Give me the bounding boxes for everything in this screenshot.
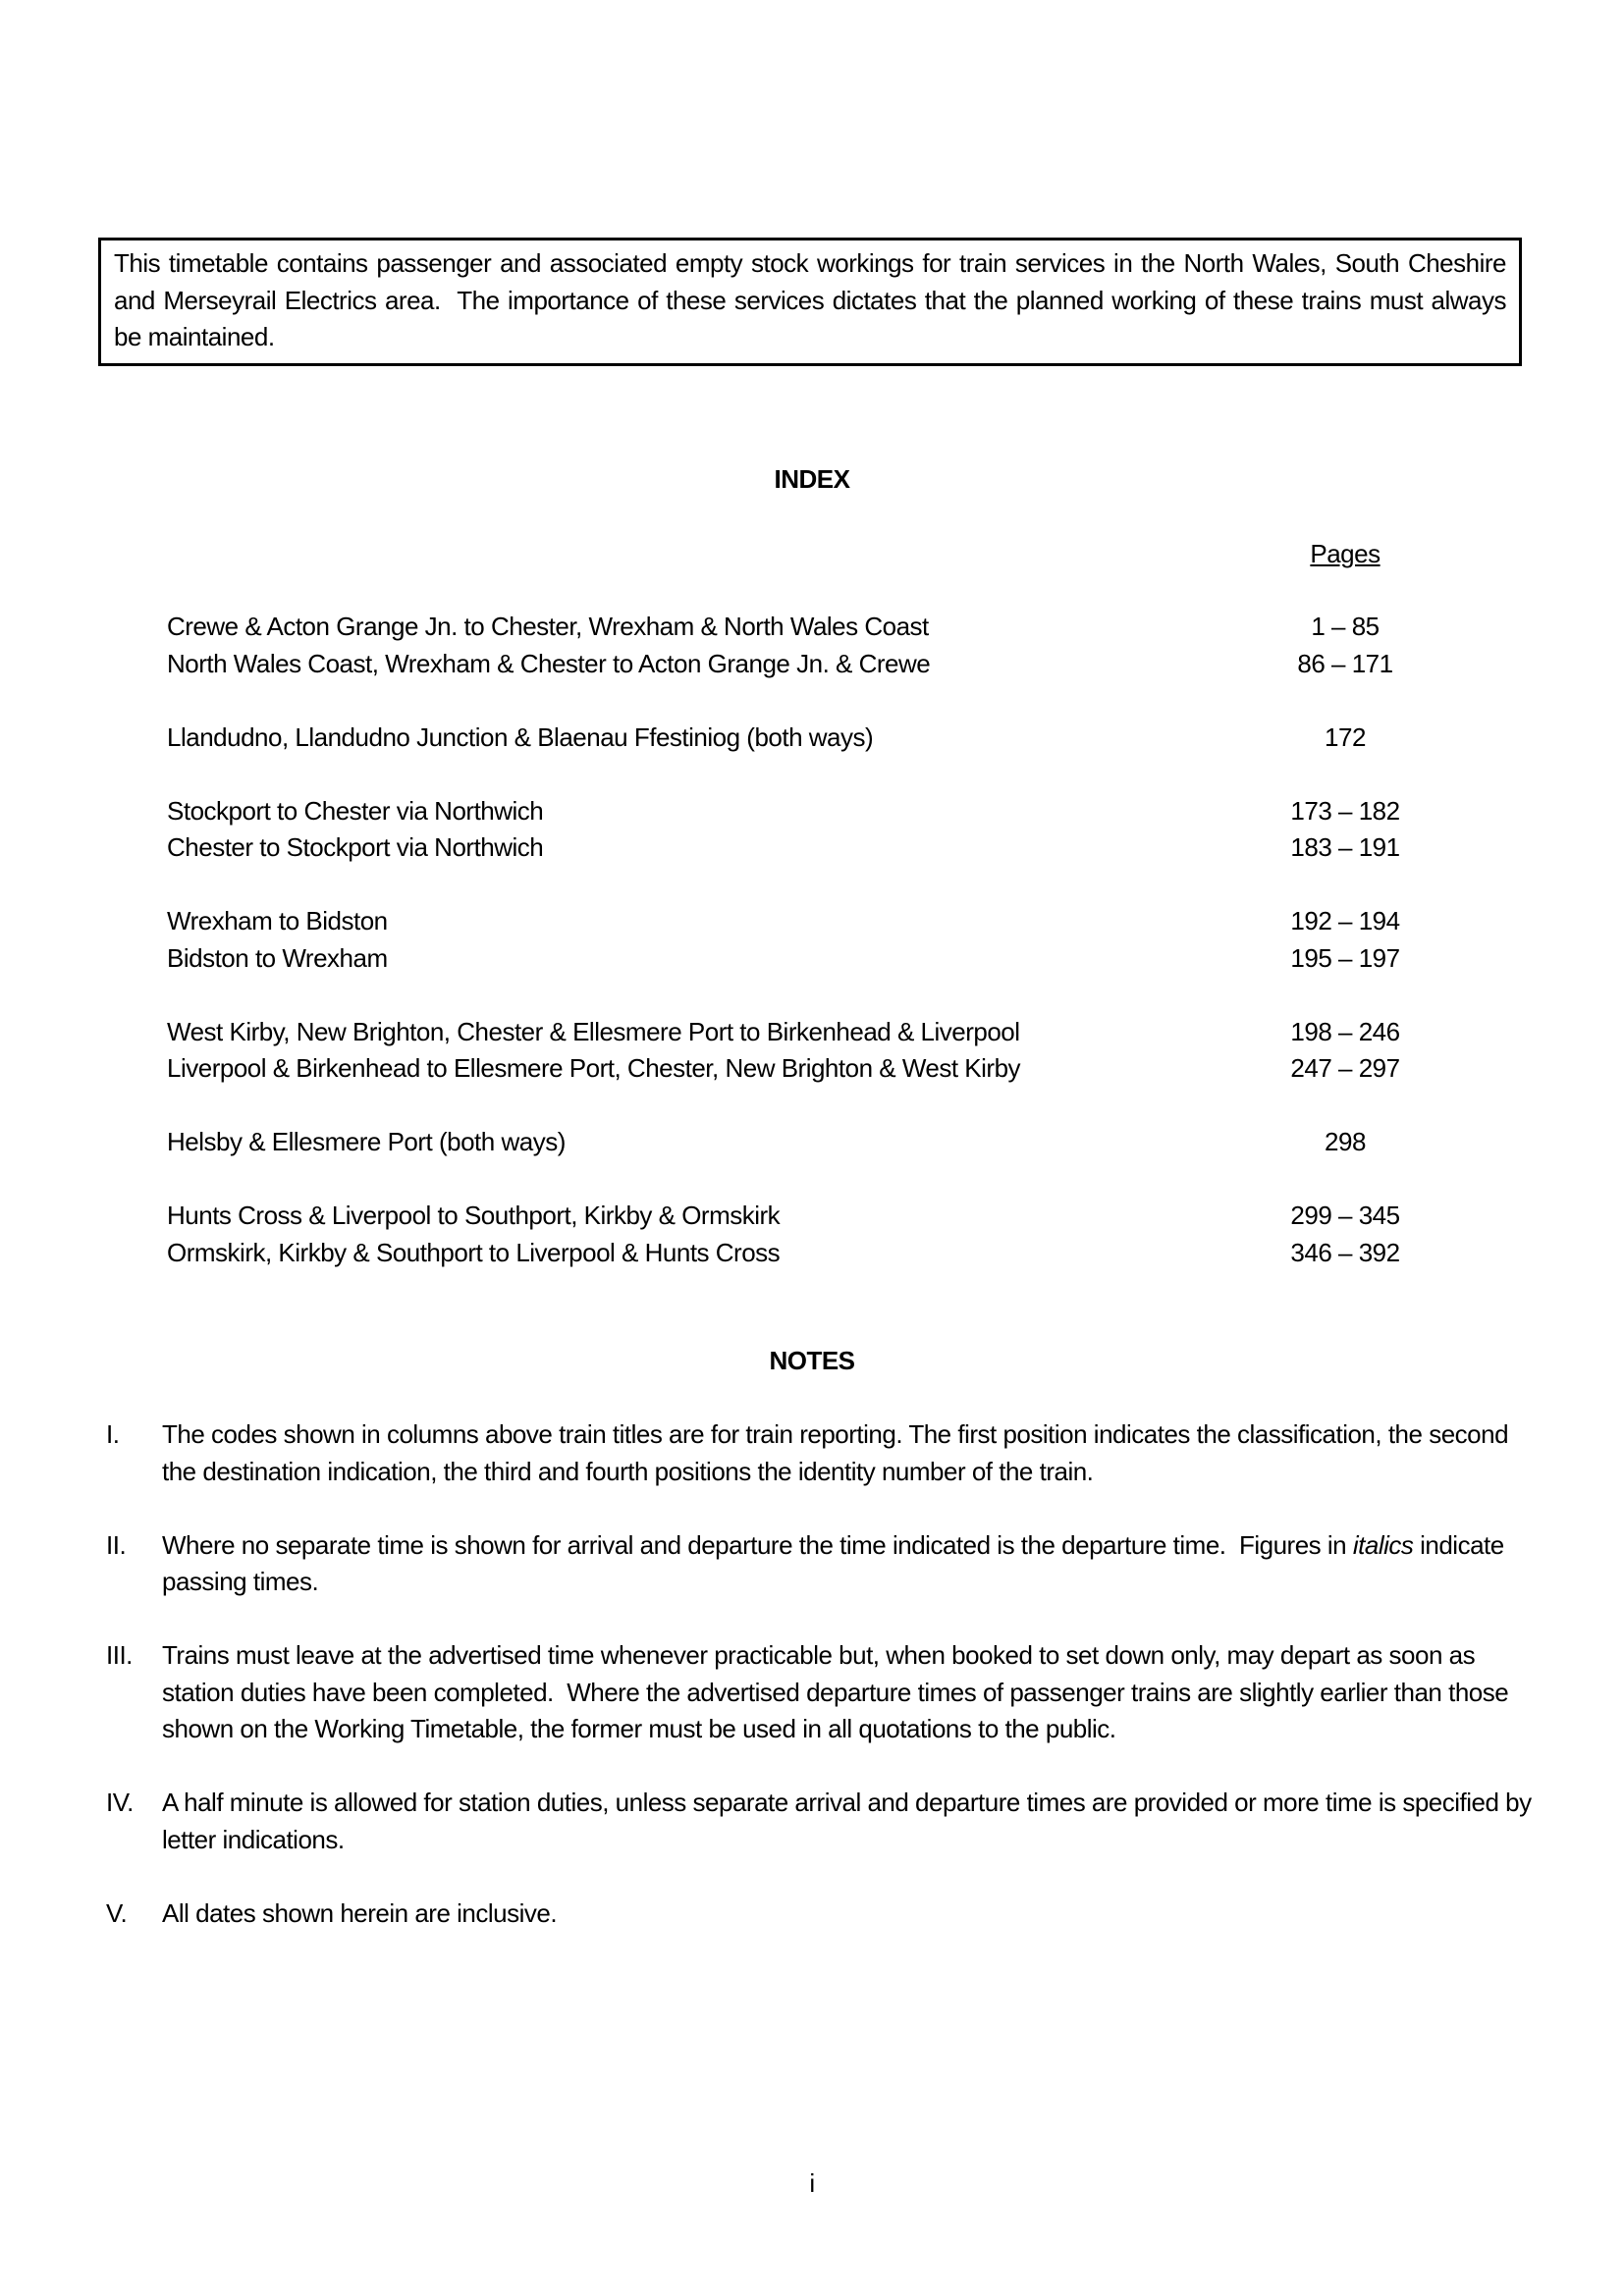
route-pages: 298: [1325, 1127, 1366, 1156]
index-row: [0, 829, 1624, 867]
pages-column-header: [1218, 536, 1473, 573]
notes-list: [0, 1416, 1537, 1932]
index-row: [0, 1198, 1624, 1235]
route-label: Bidston to Wrexham: [167, 942, 388, 973]
index-row: [0, 793, 1624, 830]
note-text: The codes shown in columns above train titles are for train reporting. The first position indicates the classification, the second the destination indication, the third and fourth positions the identity number of the train.: [162, 1419, 1515, 1486]
note-item: [0, 1637, 1537, 1748]
note-numeral: I.: [106, 1419, 120, 1449]
index-group-gap: [0, 867, 1624, 904]
note-text: Trains must leave at the advertised time whenever practicable but, when booked to set down only, may depart as soon as station duties have been completed. Where the advertised departure times of passenger trains are slightly earlier than those shown on the Working Timetable, the former must be used in all quotations to the public.: [162, 1640, 1515, 1743]
note-item: [0, 1896, 1537, 1933]
route-pages: 183 – 191: [1290, 832, 1400, 862]
notes-title: NOTES: [769, 1346, 855, 1375]
index-row: [0, 903, 1624, 940]
route-pages: 247 – 297: [1290, 1053, 1400, 1083]
route-label: Hunts Cross & Liverpool to Southport, Kirkby & Ormskirk: [167, 1201, 781, 1230]
index-row: [0, 1014, 1624, 1051]
index-row: [0, 1235, 1624, 1272]
route-pages: 86 – 171: [1297, 648, 1393, 678]
index-group-gap: [0, 1161, 1624, 1199]
route-label: Helsby & Ellesmere Port (both ways): [167, 1127, 566, 1156]
route-label: Ormskirk, Kirkby & Southport to Liverpool & Hunts Cross: [167, 1237, 781, 1267]
index-row: [0, 940, 1624, 978]
notice-text: This timetable contains passenger and associated empty stock workings for train services in the North Wales, South Cheshire and Merseyrail Electrics area. The importance of these services dictates that the planned working of these trains must always be maintained.: [114, 248, 1513, 351]
note-numeral: II.: [106, 1529, 127, 1560]
index-row: [0, 1050, 1624, 1088]
index-row: [0, 646, 1624, 683]
route-pages: 346 – 392: [1290, 1237, 1400, 1267]
route-label: Chester to Stockport via Northwich: [167, 832, 544, 862]
route-pages: 1 – 85: [1311, 612, 1380, 641]
note-text: All dates shown herein are inclusive.: [162, 1897, 558, 1928]
note-item: [0, 1527, 1537, 1601]
index-title: INDEX: [774, 464, 850, 494]
route-label: Crewe & Acton Grange Jn. to Chester, Wrexham & North Wales Coast: [167, 612, 929, 641]
route-label: Liverpool & Birkenhead to Ellesmere Port, Chester, New Brighton & West Kirby: [167, 1053, 1021, 1083]
route-label: Llandudno, Llandudno Junction & Blaenau Ffestiniog (both ways): [167, 721, 874, 752]
index-group-gap: [0, 977, 1624, 1014]
index-row: [0, 609, 1624, 646]
pages-header-label: Pages: [1310, 539, 1380, 568]
route-pages: 172: [1325, 721, 1366, 752]
note-text: A half minute is allowed for station duties, unless separate arrival and departure times are provided or more time is specified by letter indications.: [162, 1788, 1539, 1854]
note-text-segment: indicate passing times.: [162, 1529, 1511, 1596]
note-item: [0, 1416, 1537, 1490]
note-numeral: V.: [106, 1897, 128, 1928]
page-number: i: [809, 2168, 815, 2198]
note-numeral: IV.: [106, 1788, 134, 1817]
route-label: Stockport to Chester via Northwich: [167, 795, 544, 826]
note-item: [0, 1785, 1537, 1858]
route-pages: 173 – 182: [1290, 795, 1400, 826]
index-group-gap: [0, 682, 1624, 720]
route-label: Wrexham to Bidston: [167, 906, 388, 935]
index-list: [0, 609, 1624, 1271]
note-text-segment: Where no separate time is shown for arrival and departure the time indicated is the departure time. Figures in: [162, 1529, 1353, 1560]
route-pages: 192 – 194: [1290, 906, 1400, 935]
note-text: [162, 1527, 1537, 1601]
notice-box: [98, 238, 1522, 366]
route-pages: 198 – 246: [1290, 1016, 1400, 1046]
route-label: West Kirby, New Brighton, Chester & Ellesmere Port to Birkenhead & Liverpool: [167, 1016, 1020, 1046]
note-text-italic-segment: italics: [1352, 1529, 1414, 1560]
note-numeral: III.: [106, 1640, 133, 1670]
route-pages: 299 – 345: [1290, 1201, 1400, 1230]
index-row: [0, 720, 1624, 757]
index-group-gap: [0, 1088, 1624, 1125]
route-label: North Wales Coast, Wrexham & Chester to Acton Grange Jn. & Crewe: [167, 648, 931, 678]
route-pages: 195 – 197: [1290, 942, 1400, 973]
index-group-gap: [0, 756, 1624, 793]
index-row: [0, 1124, 1624, 1161]
